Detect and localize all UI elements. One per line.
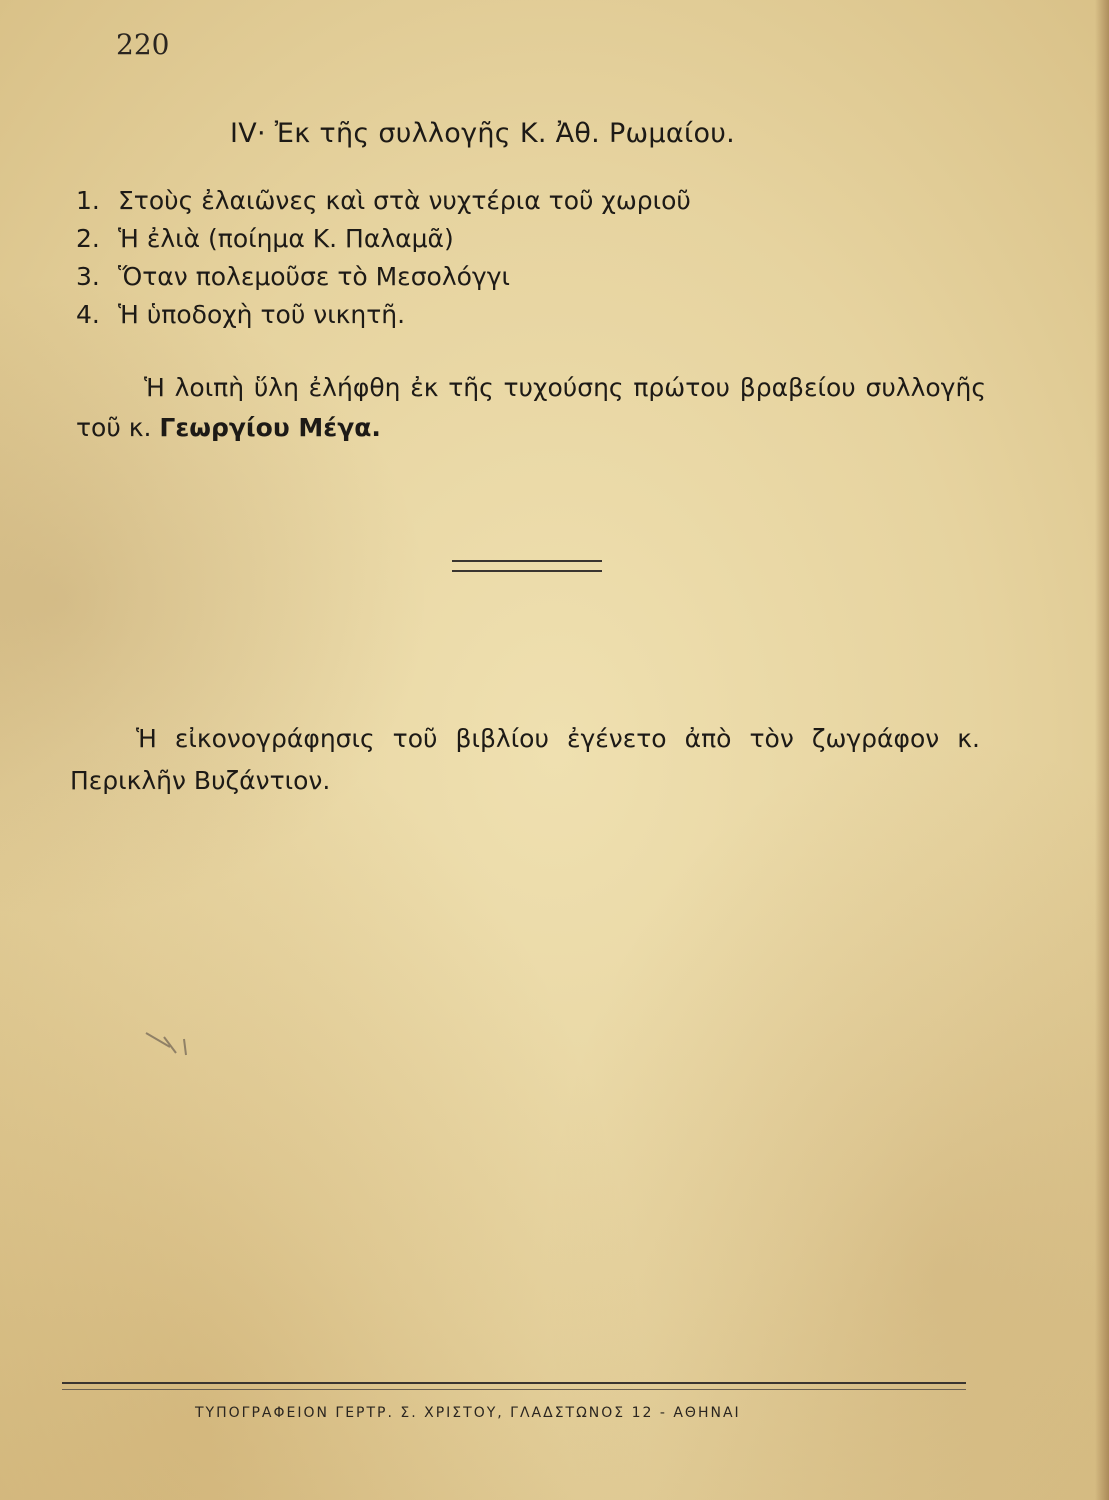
section-separator <box>452 560 602 572</box>
list-item-number: 1. <box>76 186 100 215</box>
list-item-text: Ἡ ὑποδοχὴ τοῦ νικητῆ. <box>118 300 406 329</box>
source-note-paragraph <box>76 368 986 448</box>
pencil-mark <box>140 1025 210 1065</box>
list-item <box>76 220 691 258</box>
illustration-credit-text: Ἡ εἰκονογράφησις τοῦ βιβλίου ἐγένετο ἀπὸ τὸν ζωγράφον κ. Περικλῆν Βυζάντιον. <box>70 724 980 795</box>
list-item-number: 2. <box>76 224 100 253</box>
list-item-number: 4. <box>76 300 100 329</box>
section-title: IV· Ἐκ τῆς συλλογῆς Κ. Ἀθ. Ρωμαίου. <box>230 118 736 149</box>
page-number: 220 <box>116 28 170 61</box>
footer-rule <box>62 1382 966 1384</box>
list-item-text: Ὅταν πολεμοῦσε τὸ Μεσολόγγι <box>118 262 510 291</box>
printer-imprint: ΤΥΠΟΓΡΑΦΕΙΟΝ ΓΕΡΤΡ. Σ. ΧΡΙΣΤΟΥ, ΓΛΑΔΣΤΩΝΟΣ 12 - ΑΘΗΝΑΙ <box>195 1405 741 1421</box>
list-item <box>76 182 691 220</box>
list-item-text: Ἡ ἐλιὰ (ποίημα Κ. Παλαμᾶ) <box>118 224 454 253</box>
list-item-number: 3. <box>76 262 100 291</box>
source-note-text: Ἡ λοιπὴ ὕλη ἐλήφθη ἐκ τῆς τυχούσης πρώτου βραβείου συλλογῆς τοῦ κ. <box>76 373 986 442</box>
list-item <box>76 296 691 334</box>
item-list <box>76 182 691 334</box>
source-note-author: Γεωργίου Μέγα. <box>159 413 381 442</box>
list-item-text: Στοὺς ἐλαιῶνες καὶ στὰ νυχτέρια τοῦ χωριοῦ <box>118 186 691 215</box>
illustration-credit-paragraph <box>70 718 980 802</box>
list-item <box>76 258 691 296</box>
footer-rule-thin <box>62 1389 966 1390</box>
